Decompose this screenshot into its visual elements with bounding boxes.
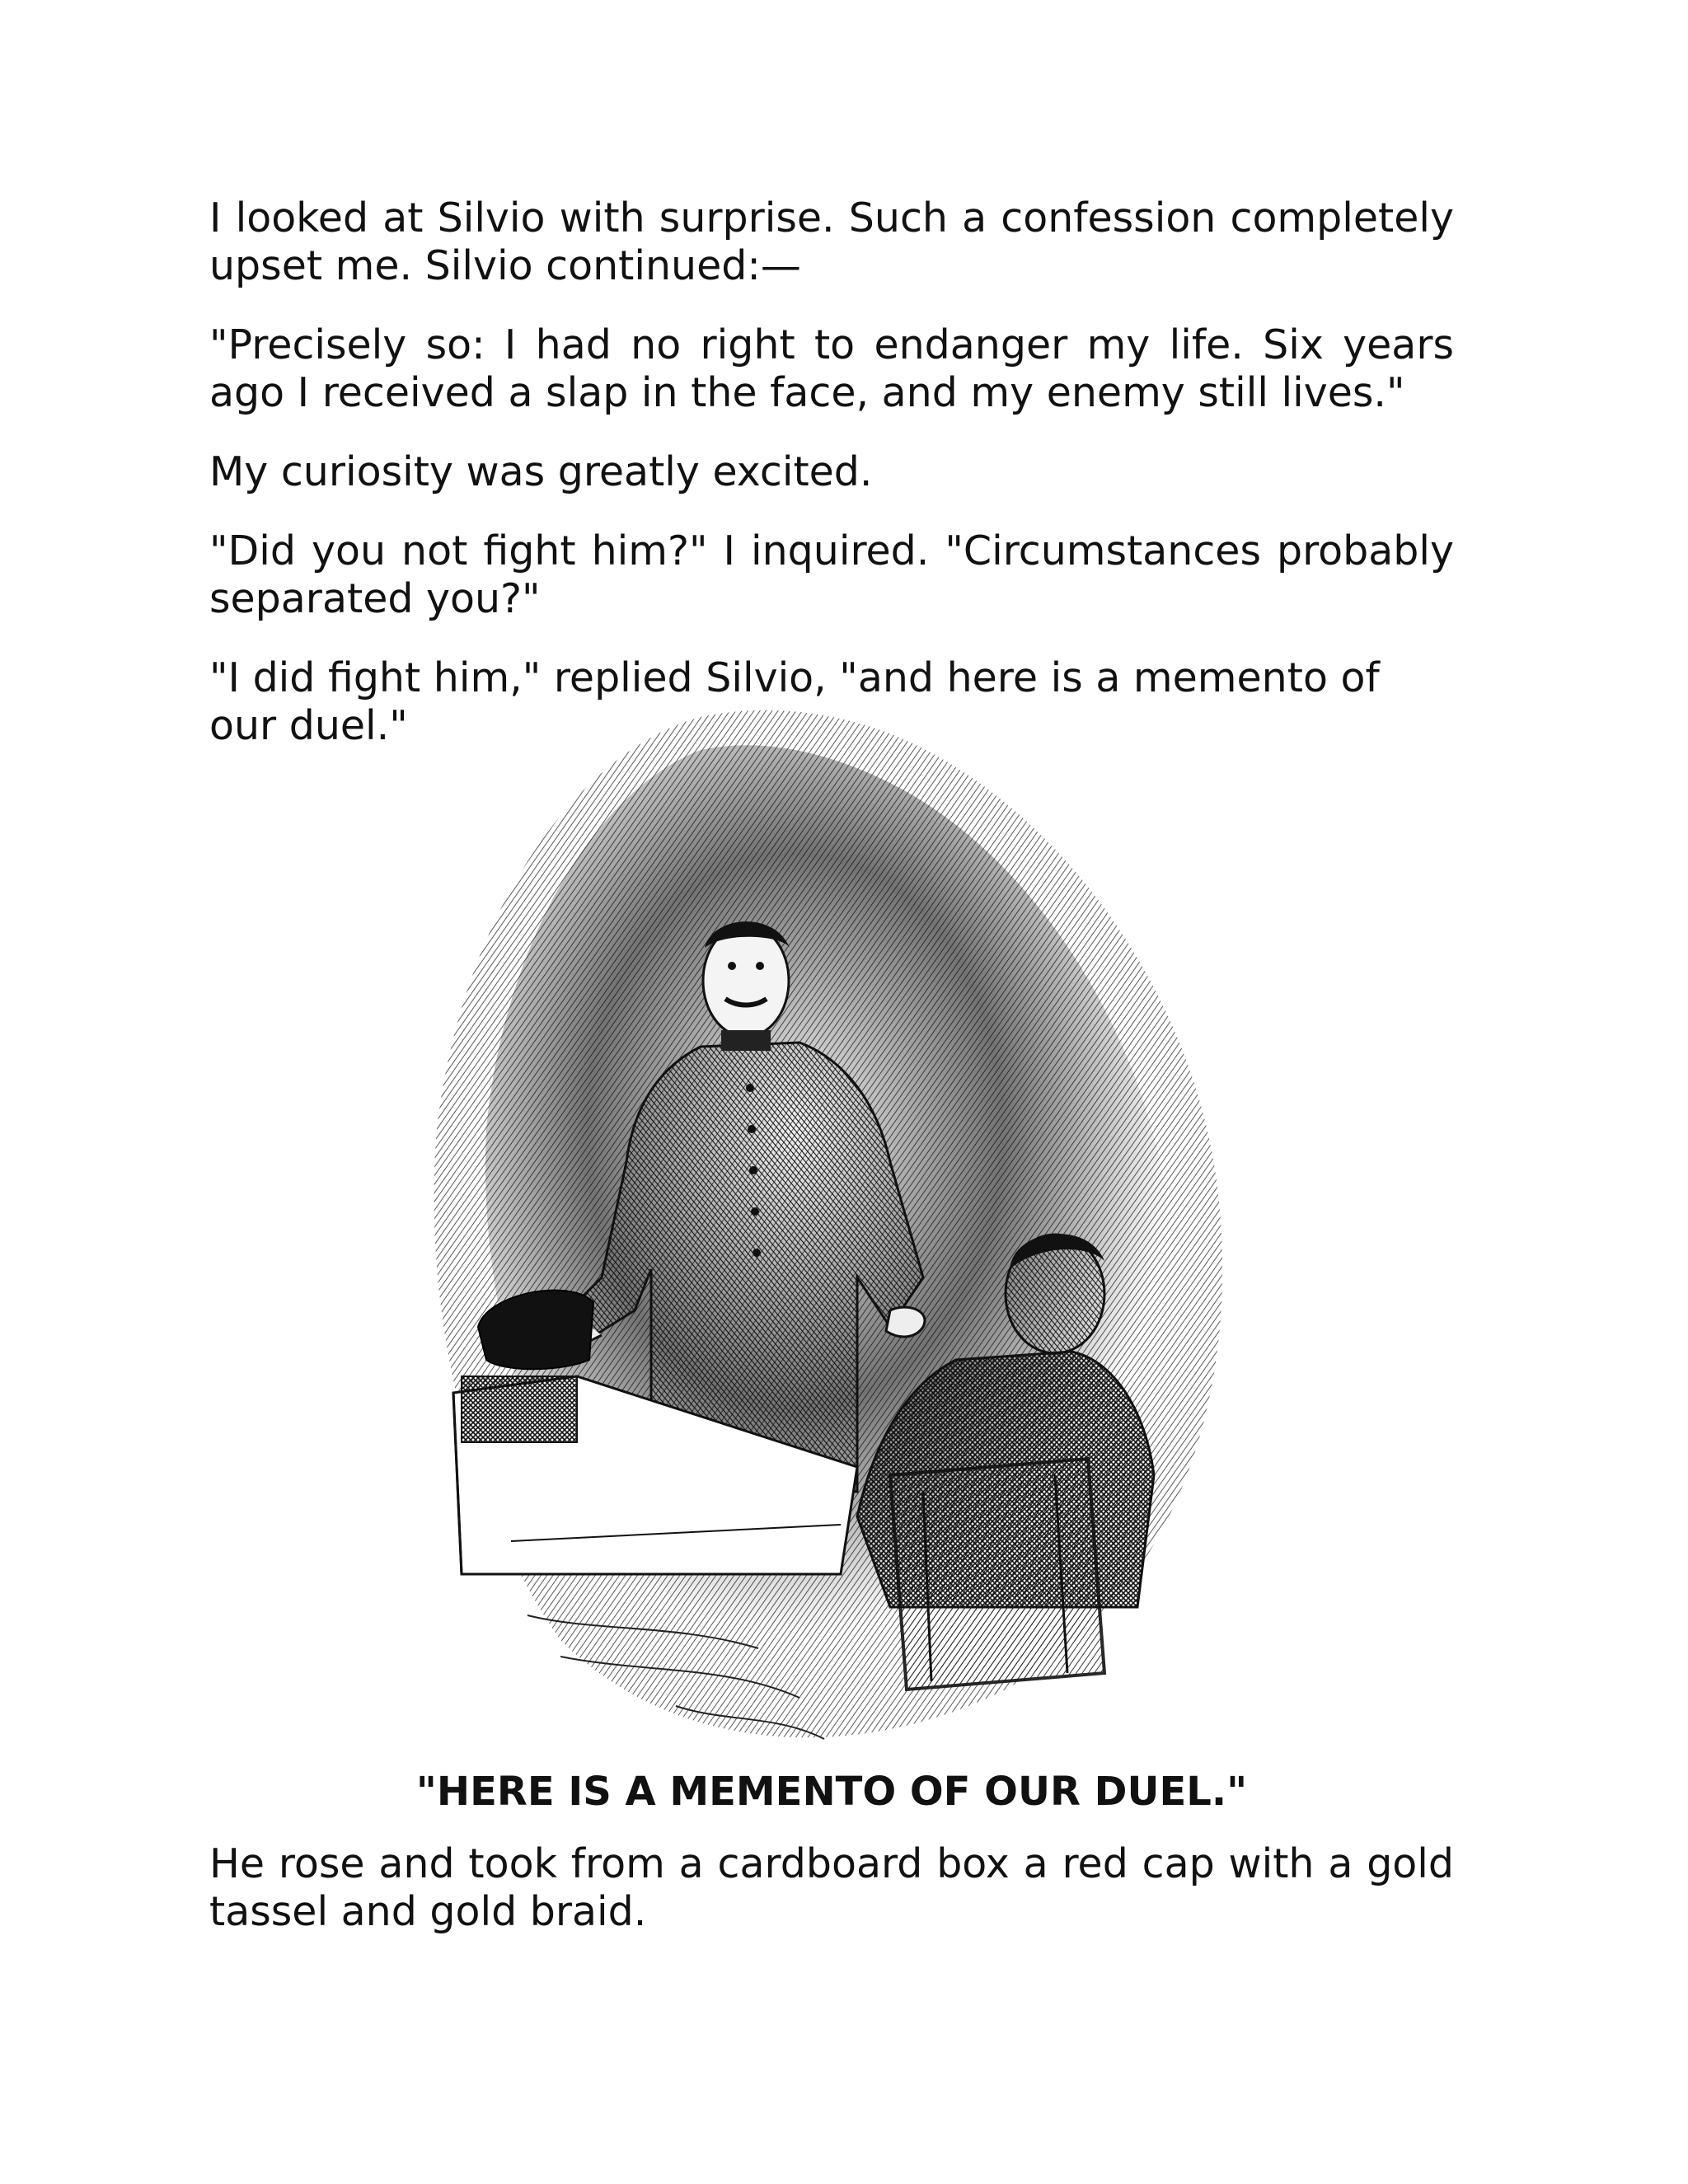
illustration: [429, 701, 1245, 1772]
closing-paragraph: He rose and took from a cardboard box a red cap with a gold tassel and gold braid.: [209, 1840, 1454, 1935]
paragraph-4: "Did you not fight him?" I inquired. "Circumstances probably separated you?": [209, 527, 1454, 622]
paragraph-5: "I did fight him," replied Silvio, "and here is a memento of our duel.": [209, 654, 1380, 749]
illustration-drawing: [429, 701, 1245, 1772]
paragraph-2: "Precisely so: I had no right to endanger my life. Six years ago I received a slap in the face, and my enemy still lives.": [209, 321, 1454, 416]
illustration-caption: "HERE IS A MEMENTO OF OUR DUEL.": [415, 1769, 1248, 1815]
page-body: [209, 194, 1454, 781]
paragraph-3: My curiosity was greatly excited.: [209, 448, 873, 495]
paragraph-1: I looked at Silvio with surprise. Such a confession completely upset me. Silvio continued:—: [209, 194, 1454, 289]
